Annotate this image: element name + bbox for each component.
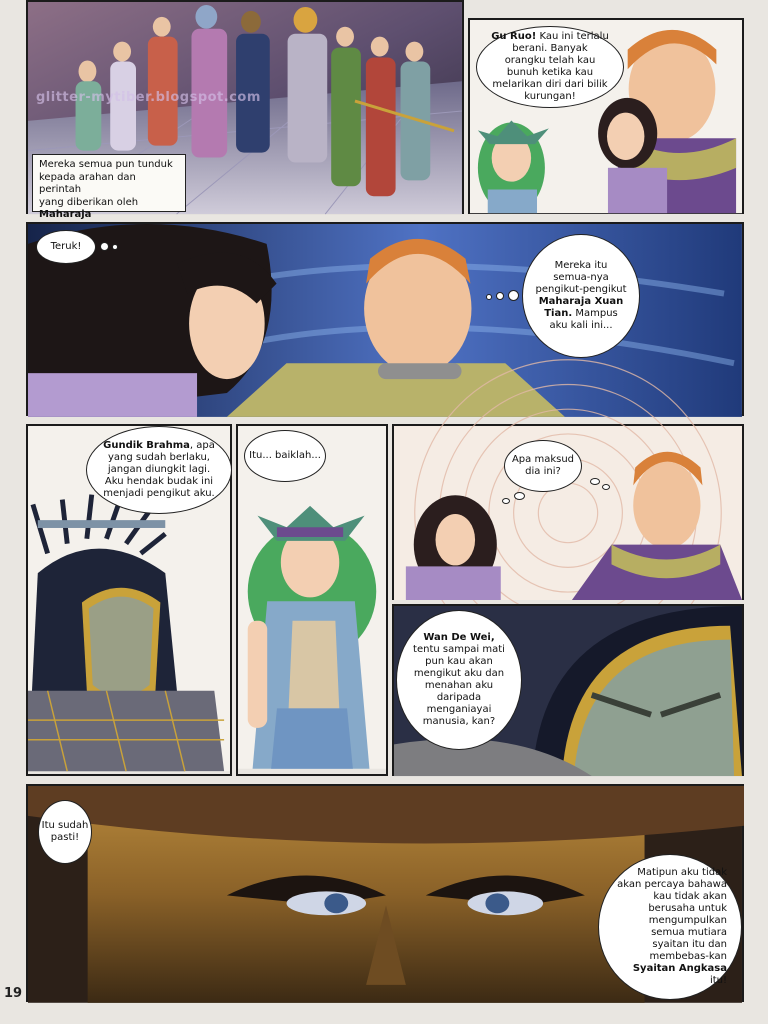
panel-4 [26,424,232,776]
panel-6 [392,424,744,600]
bubble-bold: Gundik Brahma [103,440,190,451]
bubble-text-left: Itu sudah pasti! [41,820,89,843]
watermark: glitter-mytiber.blogspot.com [36,90,261,105]
panel-5-art [238,426,386,769]
panel-8 [26,784,744,1002]
thought-dot [112,244,118,250]
panel-1 [26,0,464,220]
thought-dot [508,290,519,301]
page-number: 19 [4,986,23,1001]
panel-4-speech-bubble [86,426,232,514]
panel-3-speech-bubble-left [36,230,96,264]
panel-3-speech-bubble-right [522,234,640,358]
thought-dot [486,294,492,300]
panel-7 [392,604,744,776]
caption-line-1: Mereka semua pun tunduk [39,159,173,170]
thought-dot [514,492,525,500]
bubble-text-a: Mereka itu semua-nya pengikut-pengikut [535,260,627,295]
panel-7-speech-bubble [396,610,522,750]
caption-line-3: yang diberikan oleh [39,196,139,208]
panel-1-caption [32,154,186,220]
panel-6-speech-bubble [504,440,582,492]
bubble-text: Kau ini terlalu berani. Banyak orangku telah kau bunuh ketika kau melarikan diri dari bilik kurungan! [492,31,609,102]
panel-5-speech-bubble [244,430,326,482]
panel-8-speech-bubble-right [598,854,742,1000]
thought-dot [100,242,109,251]
bubble-text: , apa yang sudah berlaku, jangan diungkit lagi. Aku hendak budak ini menjadi pengikut aku. [103,440,215,499]
thought-dot [590,478,600,485]
bubble-text-left: Teruk! [50,241,82,252]
panel-2 [468,18,744,214]
bubble-text-b: itu! [709,975,727,986]
bubble-text-b: Mampus aku kali ini... [549,308,618,331]
thought-dot [496,292,504,300]
bubble-text-a: Matipun aku tidak akan percaya bahawa kau tidak akan berusaha untuk mengumpulkan semua mutiara syaitan itu dan membebas-kan [617,867,727,962]
thought-dot [602,484,610,490]
panel-3 [26,222,744,416]
caption-bold-1: Maharaja [39,209,92,220]
bubble-name: Gu Ruo! [491,31,537,42]
caption-line-2: kepada arahan dan perintah [39,171,136,195]
bubble-text: Itu... baiklah... [249,450,321,461]
bubble-bold: Wan De Wei, [423,632,495,643]
thought-dot [502,498,510,504]
bubble-bold: Maharaja Xuan Tian. [538,296,624,319]
bubble-text: tentu sampai mati pun kau akan mengikut aku dan menahan aku daripada menganiayai manusia, kan? [413,644,505,727]
bubble-text: Apa maksud dia ini? [511,454,575,477]
bubble-bold: Syaitan Angkasa [632,963,727,974]
panel-2-speech-bubble [476,26,624,108]
panel-8-speech-bubble-left [38,800,92,864]
panel-5 [236,424,388,776]
